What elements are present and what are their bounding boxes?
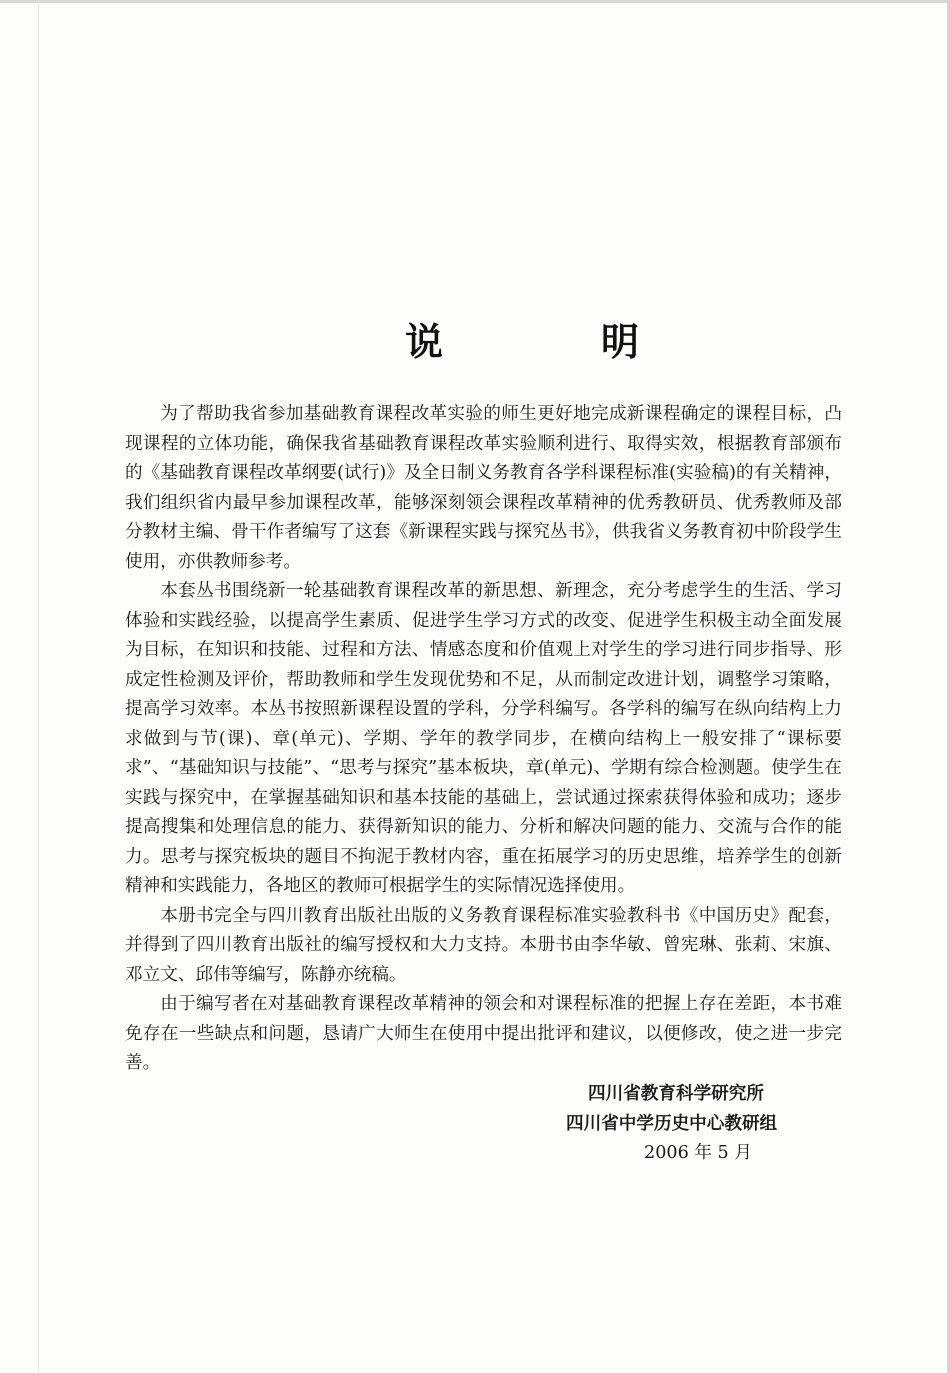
paragraph-purpose: 为了帮助我省参加基础教育课程改革实验的师生更好地完成新课程确定的课程目标，凸现课程的立体功能，确保我省基础教育课程改革实验顺利进行、取得实效，根据教育部颁布的《基础教育课程改革纲要(试行)》及全日制义务教育各学科课程标准(实验稿)的有关精神，我们组织省内最早参加课程改革，能够深刻领会课程改革精神的优秀教研员、优秀教师及部分教材主编、骨干作者编写了这套《新课程实践与探究丛书》，供我省义务教育初中阶段学生使用，亦供教师参考。 [125, 404, 842, 572]
paragraph-feedback: 由于编写者在对基础教育课程改革精神的领会和对课程标准的把握上存在差距，本书难免存在一些缺点和问题，恳请广大师生在使用中提出批评和建议，以便修改，使之进一步完善。 [125, 994, 842, 1073]
scan-edge-left [38, 0, 39, 1373]
scan-edge-top [0, 0, 950, 3]
body-text [125, 400, 842, 1079]
paragraph-authors: 本册书完全与四川教育出版社出版的义务教育课程标准实验教科书《中国历史》配套，并得到了四川教育出版社的编写授权和大力支持。本册书由李华敏、曾宪琳、张莉、宋旗、邓立文、邱伟等编写，陈静亦统稿。 [125, 905, 842, 985]
signature-block [540, 1080, 880, 1169]
paragraph-series-design: 本套丛书围绕新一轮基础教育课程改革的新思想、新理念，充分考虑学生的生活、学习体验和实践经验，以提高学生素质、促进学生学习方式的改变、促进学生积极主动全面发展为目标，在知识和技能、过程和方法、情感态度和价值观上对学生的学习进行同步指导、形成定性检测及评价，帮助教师和学生发现优势和不足，从而制定改进计划，调整学习策略，提高学习效率。本丛书按照新课程设置的学科，分学科编写。各学科的编写在纵向结构上力求做到与节(课)、章(单元)、学期、学年的教学同步，在横向结构上一般安排了“课标要求”、“基础知识与技能”、“思考与探究”基本板块，章(单元)、学期有综合检测题。使学生在实践与探究中，在掌握基础知识和基本技能的基础上，尝试通过探索获得体验和成功；逐步提高搜集和处理信息的能力、获得新知识的能力、分析和解决问题的能力、交流与合作的能力。思考与探究板块的题目不拘泥于教材内容，重在拓展学习的历史思维，培养学生的创新精神和实践能力，各地区的教师可根据学生的实际情况选择使用。 [125, 581, 842, 896]
signature-date: 2006 年 5 月 [644, 1143, 752, 1163]
page-title: 说 明 [405, 320, 700, 365]
signature-org-research-group: 四川省中学历史中心教研组 [566, 1113, 778, 1134]
signature-org-institute: 四川省教育科学研究所 [588, 1084, 764, 1104]
